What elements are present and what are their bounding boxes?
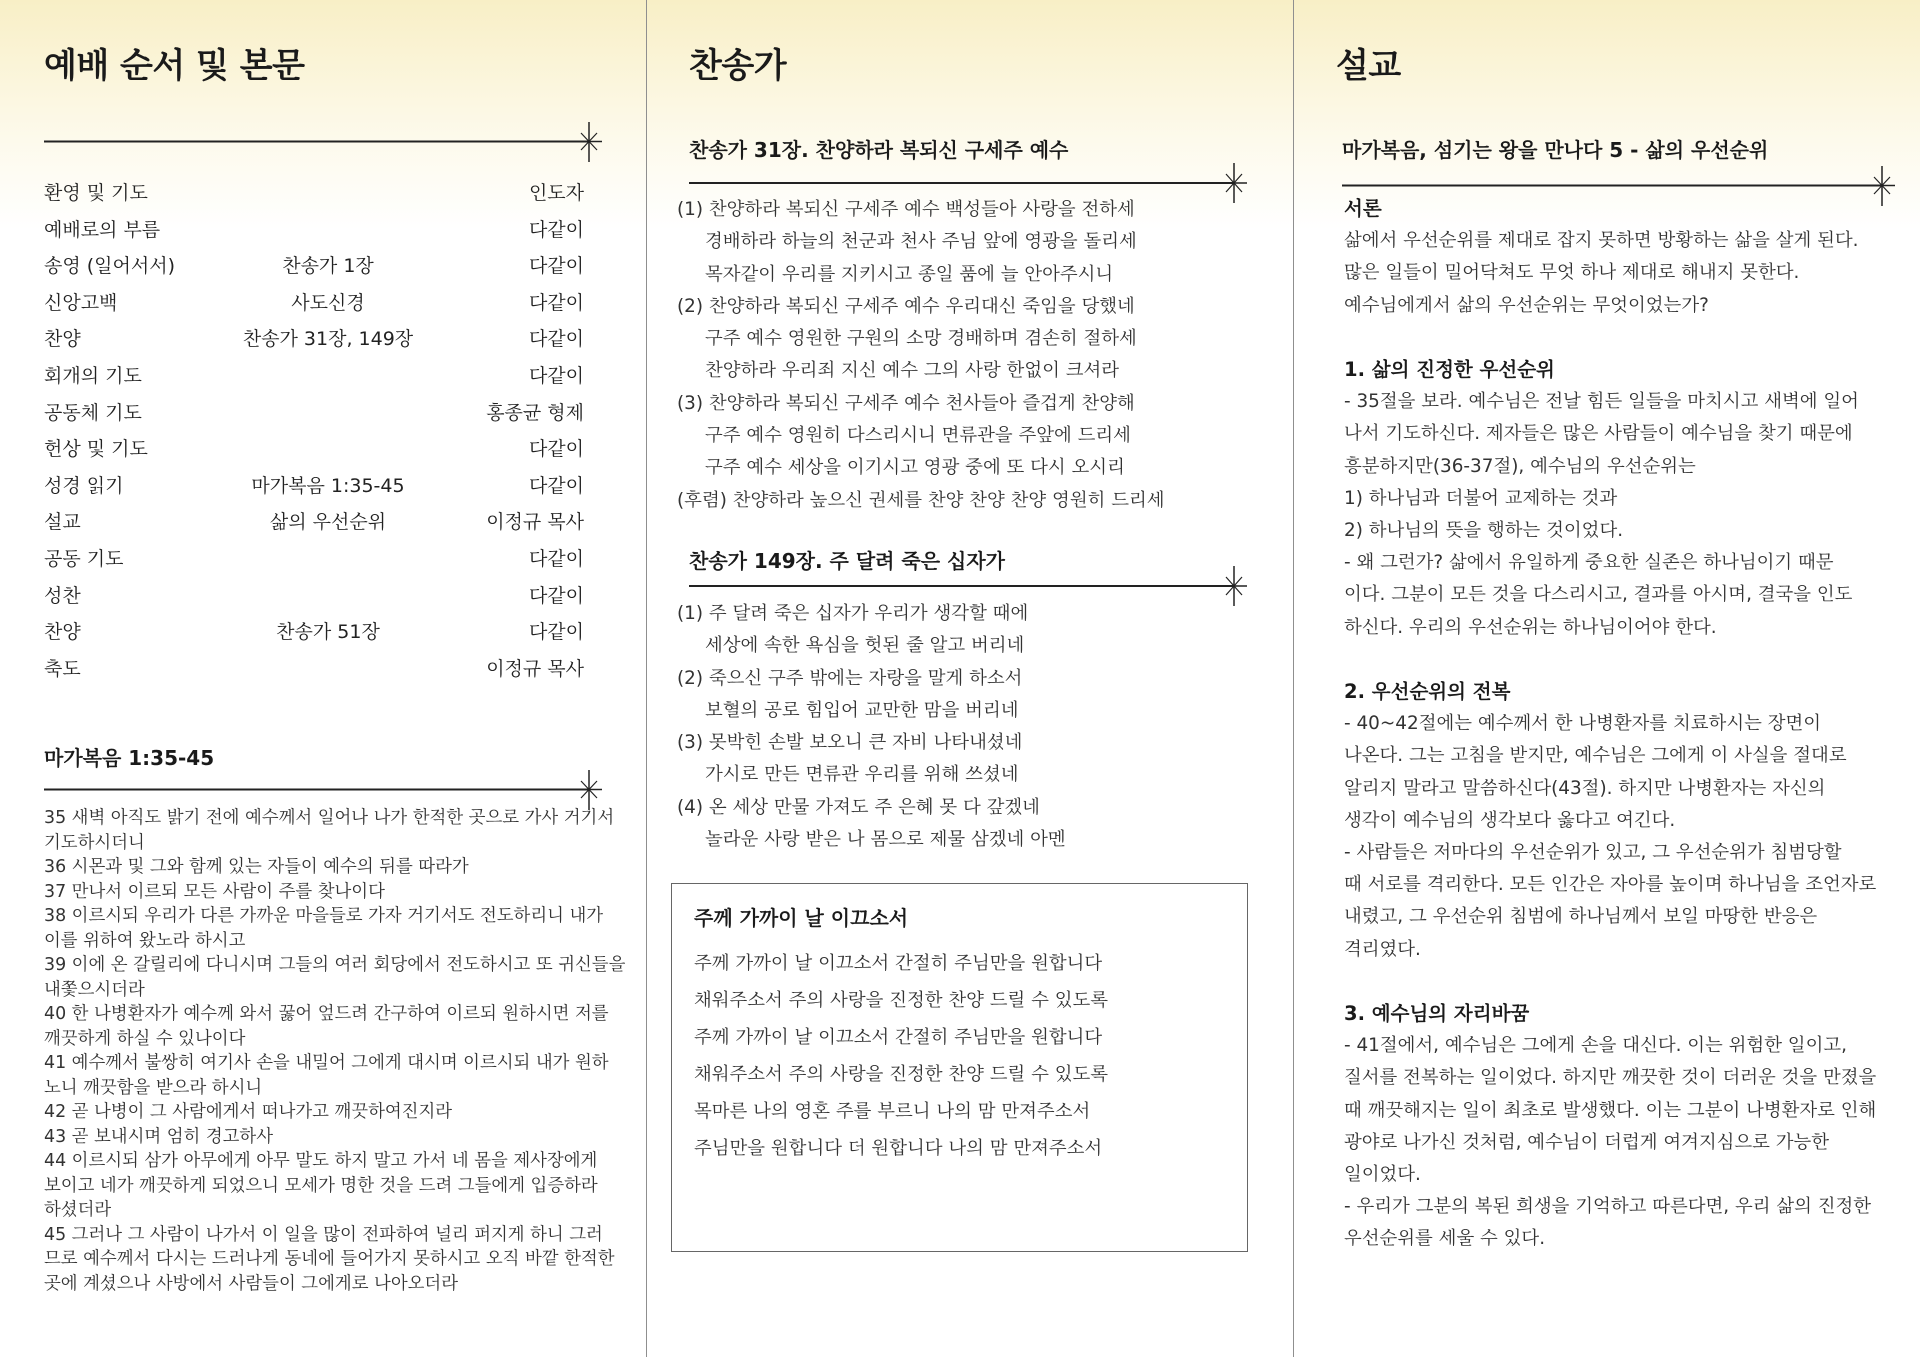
hymn-149-lyrics: [677, 598, 1277, 856]
order-row: [44, 654, 584, 691]
sermon-title: 설교: [1336, 46, 1401, 86]
scripture-line: 내쫓으시더라: [44, 979, 145, 1000]
lyric-line: 보혈의 공로 힘입어 교만한 맘을 버리네: [705, 699, 1019, 721]
scripture-text: [44, 806, 644, 1296]
order-detail: 마가복음 1:35-45: [251, 474, 405, 497]
sermon-line: 흥분하지만(36-37절), 예수님의 우선순위는: [1344, 455, 1696, 477]
sermon-line: 내렸고, 그 우선순위 침범에 하나님께서 보일 마땅한 반응은: [1344, 906, 1818, 928]
lyric-line: (1) 주 달려 죽은 십자가 우리가 생각할 때에: [677, 603, 1029, 624]
order-leader: 다같이: [528, 291, 584, 314]
order-leader: 다같이: [528, 255, 584, 278]
scripture-line: 보이고 네가 깨끗하게 되었으니 모세가 명한 것을 드려 그들에게 입증하라: [44, 1175, 598, 1196]
order-leader: 다같이: [528, 218, 584, 241]
order-row: [44, 288, 584, 325]
sermon-line: 1) 하나님과 더불어 교제하는 것과: [1344, 487, 1618, 509]
lyric-line: 구주 예수 영원한 구원의 소망 경배하며 겸손히 절하세: [705, 328, 1137, 350]
sermon-line: 하신다. 우리의 우선순위는 하나님이어야 한다.: [1344, 616, 1717, 638]
order-row: [44, 544, 584, 581]
order-item: 예배로의 부름: [44, 218, 161, 241]
order-item: 송영 (일어서서): [44, 255, 175, 278]
order-item: 환영 및 기도: [44, 182, 148, 204]
lyric-line: 목마른 나의 영혼 주를 부르니 나의 맘 만져주소서: [694, 1100, 1091, 1122]
sermon-line: 때 서로를 격리한다. 모든 인간은 자아를 높이며 하나님을 조언자로: [1344, 874, 1877, 896]
lyric-line: 가시로 만든 면류관 우리를 위해 쓰셨네: [705, 764, 1019, 786]
worship-order-column: [0, 0, 646, 1357]
sermon-section-heading: 3. 예수님의 자리바꿈: [1344, 1002, 1530, 1026]
lyric-line: 경배하라 하늘의 천군과 천사 주님 앞에 영광을 돌리세: [705, 231, 1137, 253]
sermon-line: - 35절을 보라. 예수님은 전날 힘든 일들을 마치시고 새벽에 일어: [1344, 391, 1859, 413]
lyric-line: (2) 찬양하라 복되신 구세주 예수 우리대신 죽임을 당했네: [677, 295, 1135, 317]
sermon-line: 삶에서 우선순위를 제대로 잡지 못하면 방황하는 삶을 살게 된다.: [1344, 230, 1859, 252]
lyric-line: 찬양하라 우리죄 지신 예수 그의 사랑 한없이 크셔라: [705, 360, 1119, 382]
sermon-section-heading: 2. 우선순위의 전복: [1344, 680, 1511, 704]
sermon-line: 생각이 예수님의 생각보다 옳다고 여긴다.: [1344, 809, 1676, 831]
order-detail: 찬송가 31장, 149장: [242, 328, 414, 351]
order-item: 신앙고백: [44, 291, 118, 314]
spacer: [1344, 966, 1904, 998]
scripture-line: 기도하시더니: [44, 832, 145, 853]
scripture-line: 44 이르시되 삼가 아무에게 아무 말도 하지 말고 가서 네 몸을 제사장에게: [44, 1151, 598, 1171]
sermon-line: - 41절에서, 예수님은 그에게 손을 대신다. 이는 위험한 일이고,: [1344, 1035, 1847, 1057]
sermon-line: 격리였다.: [1344, 938, 1421, 960]
praise-song-title: 주께 가까이 날 이끄소서: [694, 906, 909, 930]
divider-star-rule: [44, 122, 614, 162]
sermon-line: - 우리가 그분의 복된 희생을 기억하고 따른다면, 우리 삶의 진정한: [1344, 1196, 1871, 1218]
order-detail: 삶의 우선순위: [269, 511, 387, 534]
order-row: [44, 617, 584, 654]
order-item: 찬양: [44, 621, 81, 644]
scripture-line: 40 한 나병환자가 예수께 와서 꿇어 엎드려 간구하여 이르되 원하시면 저를: [44, 1004, 609, 1024]
order-item: 성경 읽기: [44, 474, 124, 497]
sermon-line: 많은 일들이 밀어닥쳐도 무엇 하나 제대로 해내지 못한다.: [1344, 262, 1800, 284]
scripture-line: 39 이에 온 갈릴리에 다니시며 그들의 여러 회당에서 전도하시고 또 귀신들을: [44, 955, 626, 975]
sermon-line: 나온다. 그는 고침을 받지만, 예수님은 그에게 이 사실을 절대로: [1344, 745, 1847, 767]
sermon-line: 우선순위를 세울 수 있다.: [1344, 1228, 1546, 1250]
order-detail: 찬송가 51장: [276, 621, 380, 644]
sermon-line: 때 깨끗해지는 일이 최초로 발생했다. 이는 그분이 나병환자로 인해: [1344, 1099, 1877, 1121]
hymn-31-lyrics: [677, 194, 1277, 517]
order-leader: 다같이: [528, 547, 584, 570]
lyric-line: (3) 찬양하라 복되신 구세주 예수 천사들아 즐겁게 찬양해: [677, 392, 1135, 414]
scripture-line: 41 예수께서 불쌍히 여기사 손을 내밀어 그에게 대시며 이르시되 내가 원하: [44, 1053, 609, 1073]
sermon-line: - 사람들은 저마다의 우선순위가 있고, 그 우선순위가 침범당할: [1344, 842, 1842, 864]
sermon-line: 질서를 전복하는 일이었다. 하지만 깨끗한 것이 더러운 것을 만졌을: [1344, 1067, 1877, 1089]
sermon-subtitle: 마가복음, 섬기는 왕을 만나다 5 - 삶의 우선순위: [1342, 138, 1769, 162]
order-leader: 이정규 목사: [486, 657, 584, 680]
order-leader: 다같이: [528, 328, 584, 351]
order-leader: 다같이: [528, 438, 584, 461]
divider-star-rule: [44, 770, 614, 810]
worship-title: 예배 순서 및 본문: [44, 46, 305, 86]
scripture-line: 37 만나서 이르되 모든 사람이 주를 찾나이다: [44, 881, 385, 902]
sermon-line: - 40~42절에는 예수께서 한 나병환자를 치료하시는 장면이: [1344, 713, 1821, 735]
lyric-line: 주님만을 원합니다 더 원합니다 나의 맘 만져주소서: [694, 1137, 1103, 1159]
lyric-line: (후렴) 찬양하라 높으신 권세를 찬양 찬양 찬양 영원히 드리세: [677, 489, 1165, 511]
order-row: [44, 581, 584, 618]
spacer: [1344, 322, 1904, 354]
order-item: 찬양: [44, 328, 81, 351]
hymn-149-title: 찬송가 149장. 주 달려 죽은 십자가: [689, 549, 1005, 573]
spacer: [1344, 644, 1904, 676]
lyric-line: 놀라운 사랑 받은 나 몸으로 제물 삼겠네 아멘: [705, 829, 1066, 851]
order-row: [44, 324, 584, 361]
order-row: [44, 251, 584, 288]
lyric-line: 채워주소서 주의 사랑을 진정한 찬양 드릴 수 있도록: [694, 1063, 1108, 1085]
lyric-line: 세상에 속한 욕심을 헛된 줄 알고 버리네: [705, 635, 1025, 657]
order-row: [44, 361, 584, 398]
scripture-line: 곳에 계셨으나 사방에서 사람들이 그에게로 나아오더라: [44, 1273, 459, 1294]
order-item: 공동 기도: [44, 547, 124, 570]
order-leader: 다같이: [528, 364, 584, 387]
order-row: [44, 215, 584, 252]
order-leader: 다같이: [528, 621, 584, 644]
sermon-line: 광야로 나가신 것처럼, 예수님이 더럽게 여겨지심으로 가능한: [1344, 1131, 1830, 1153]
order-item: 공동체 기도: [44, 401, 142, 424]
sermon-line: 알리지 말라고 말씀하신다(43절). 하지만 나병환자는 자신의: [1344, 777, 1826, 799]
sermon-section-heading: 1. 삶의 진정한 우선순위: [1344, 358, 1555, 381]
sermon-line: 예수님에게서 삶의 우선순위는 무엇이었는가?: [1344, 294, 1709, 316]
order-item: 설교: [44, 511, 81, 534]
lyric-line: (1) 찬양하라 복되신 구세주 예수 백성들아 사랑을 전하세: [677, 199, 1135, 220]
sermon-column: [1294, 0, 1920, 1357]
sermon-line: - 왜 그런가? 삶에서 유일하게 중요한 실존은 하나님이기 때문: [1344, 552, 1834, 574]
lyric-line: (3) 못박힌 손발 보오니 큰 자비 나타내셨네: [677, 732, 1023, 754]
order-row: [44, 434, 584, 471]
praise-song-lyrics: [694, 946, 1108, 1167]
order-row: [44, 398, 584, 435]
scripture-line: 이를 위하여 왔노라 하시고: [44, 930, 246, 951]
scripture-line: 깨끗하게 하실 수 있나이다: [44, 1028, 246, 1049]
order-row: [44, 471, 584, 508]
lyric-line: 목자같이 우리를 지키시고 종일 품에 늘 안아주시니: [705, 263, 1114, 285]
praise-song-box: [671, 883, 1248, 1252]
lyric-line: 주께 가까이 날 이끄소서 간절히 주님만을 원합니다: [694, 953, 1103, 974]
hymns-column: [647, 0, 1293, 1357]
sermon-body: [1344, 193, 1904, 1256]
order-row: [44, 507, 584, 544]
sermon-section-heading: 서론: [1344, 197, 1382, 220]
scripture-line: 노니 깨끗함을 받으라 하시니: [44, 1077, 263, 1098]
hymn-31-title: 찬송가 31장. 찬양하라 복되신 구세주 예수: [689, 138, 1069, 162]
order-item: 축도: [44, 657, 81, 680]
scripture-line: 45 그러나 그 사람이 나가서 이 일을 많이 전파하여 널리 퍼지게 하니 그러: [44, 1224, 603, 1245]
scripture-title: 마가복음 1:35-45: [44, 746, 215, 770]
scripture-line: 38 이르시되 우리가 다른 가까운 마을들로 가자 거기서도 전도하리니 내가: [44, 906, 604, 926]
lyric-line: 구주 예수 세상을 이기시고 영광 중에 또 다시 오시리: [705, 457, 1125, 479]
order-item: 회개의 기도: [44, 364, 142, 387]
hymns-title: 찬송가: [689, 46, 787, 86]
order-detail: 찬송가 1장: [282, 255, 374, 278]
order-row: [44, 178, 584, 215]
lyric-line: (4) 온 세상 만물 가져도 주 은혜 못 다 갚겠네: [677, 796, 1040, 818]
sermon-line: 일이었다.: [1344, 1164, 1421, 1186]
order-leader: 이정규 목사: [486, 511, 584, 534]
sermon-line: 2) 하나님의 뜻을 행하는 것이었다.: [1344, 520, 1624, 542]
lyric-line: 채워주소서 주의 사랑을 진정한 찬양 드릴 수 있도록: [694, 989, 1108, 1011]
order-item: 헌상 및 기도: [44, 438, 148, 461]
scripture-line: 36 시몬과 및 그와 함께 있는 자들이 예수의 뒤를 따라가: [44, 857, 469, 877]
scripture-line: 므로 예수께서 다시는 드러나게 동네에 들어가지 못하시고 오직 바깥 한적한: [44, 1249, 615, 1269]
order-leader: 인도자: [528, 182, 584, 204]
lyric-line: 주께 가까이 날 이끄소서 간절히 주님만을 원합니다: [694, 1026, 1103, 1048]
order-list: [44, 178, 584, 690]
scripture-line: 35 새벽 아직도 밝기 전에 예수께서 일어나 나가 한적한 곳으로 가사 거기서: [44, 808, 615, 828]
lyric-line: (2) 죽으신 구주 밖에는 자랑을 말게 하소서: [677, 667, 1023, 689]
order-leader: 다같이: [528, 584, 584, 607]
order-item: 성찬: [44, 584, 81, 607]
scripture-line: 하셨더라: [44, 1200, 112, 1220]
scripture-line: 43 곧 보내시며 엄히 경고하사: [44, 1126, 274, 1147]
order-leader: 다같이: [528, 474, 584, 497]
sermon-line: 이다. 그분이 모든 것을 다스리시고, 결과를 아시며, 결국을 인도: [1344, 584, 1853, 606]
lyric-line: 구주 예수 영원히 다스리시니 면류관을 주앞에 드리세: [705, 425, 1131, 447]
sermon-line: 나서 기도하신다. 제자들은 많은 사람들이 예수님을 찾기 때문에: [1344, 423, 1853, 445]
scripture-line: 42 곧 나병이 그 사람에게서 떠나가고 깨끗하여진지라: [44, 1102, 453, 1122]
order-detail: 사도신경: [291, 291, 365, 314]
order-leader: 홍종균 형제: [486, 401, 584, 424]
